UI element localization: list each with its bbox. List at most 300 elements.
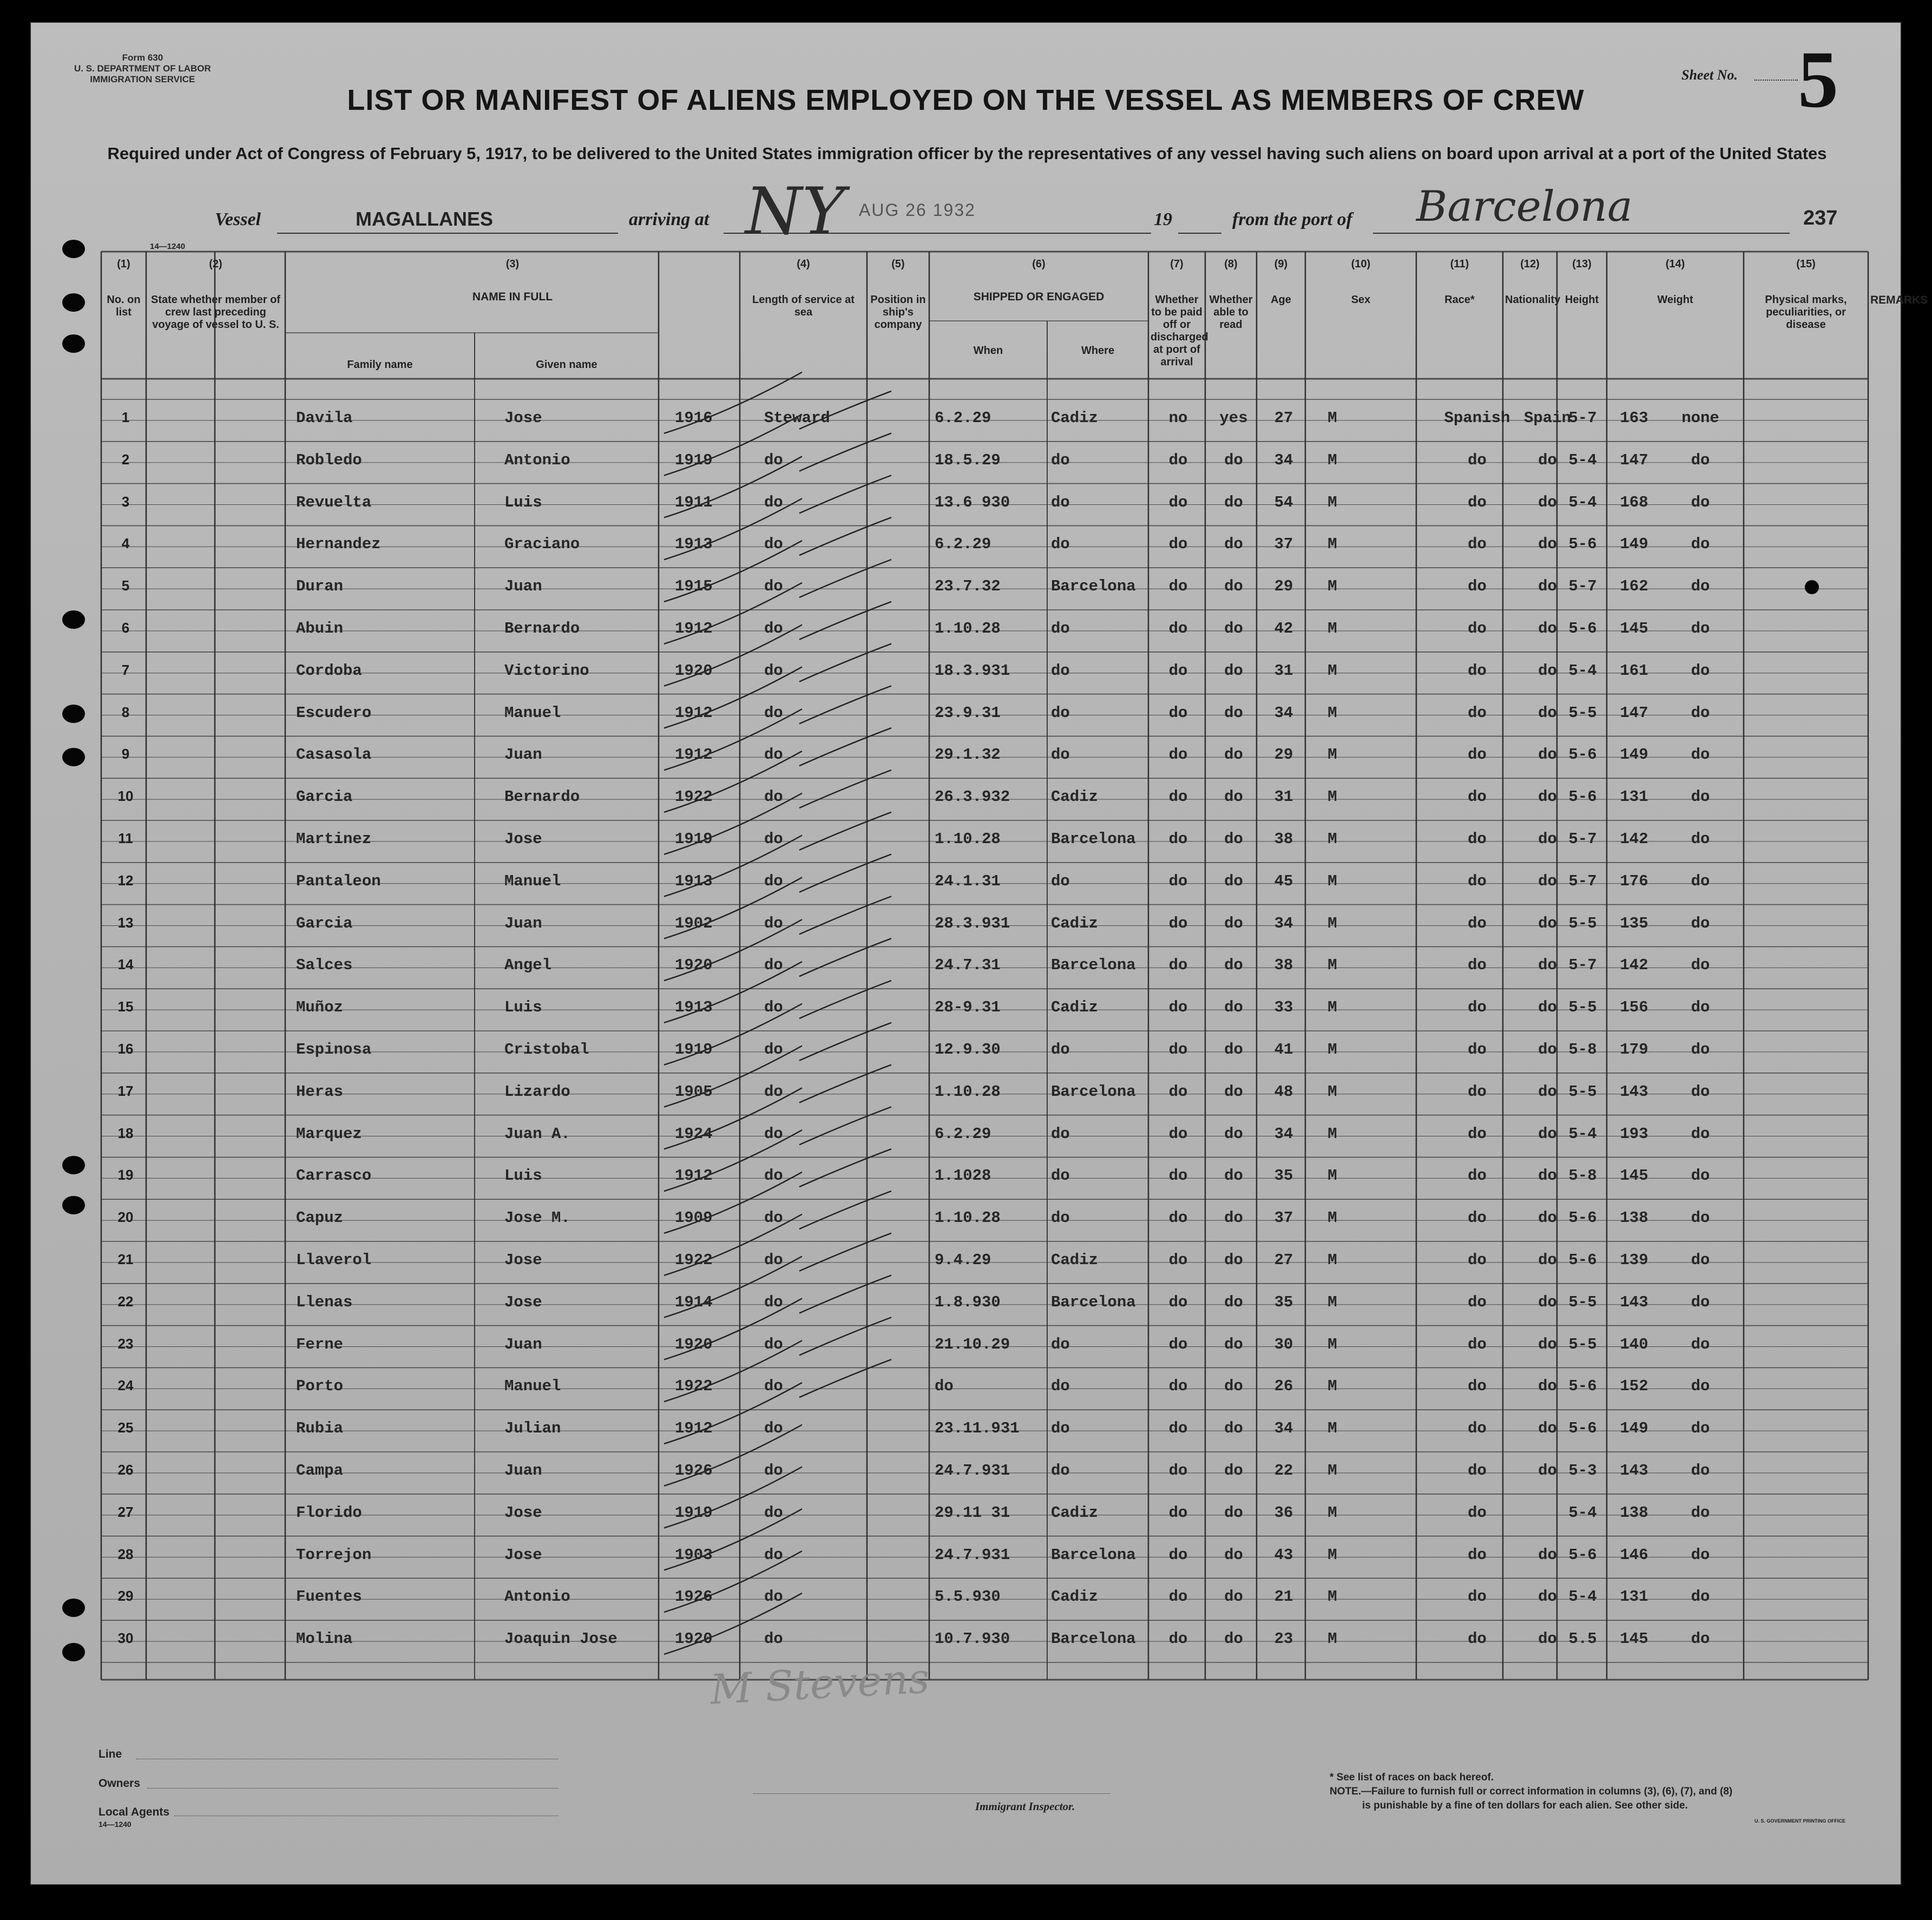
row-cell: do: [1168, 577, 1188, 596]
row-cell: 26.3.932: [935, 788, 1010, 806]
column-header-c9: Age: [1271, 294, 1291, 306]
row-cell: 5-7: [1568, 956, 1597, 975]
column-header-c13: Height: [1565, 294, 1599, 306]
row-cell: do: [764, 1082, 783, 1101]
row-cell: 31: [1274, 661, 1293, 680]
binder-hole: [62, 334, 85, 353]
row-cell: Escudero: [296, 703, 372, 722]
row-cell: 179: [1620, 1041, 1648, 1058]
row-cell: Bernardo: [504, 620, 580, 637]
row-cell: 31: [1274, 788, 1293, 806]
row-cell: 23.11.931: [935, 1419, 1020, 1438]
row-cell: 23: [1274, 1630, 1293, 1648]
row-cell: do: [1538, 746, 1557, 764]
vessel-underline: [277, 233, 618, 234]
row-cell: 5-4: [1568, 1588, 1597, 1606]
row-cell: do: [764, 788, 783, 806]
column-header-c3: NAME IN FULL: [472, 291, 553, 303]
row-cell: 156: [1620, 998, 1648, 1017]
row-cell: do: [1691, 1546, 1710, 1564]
row-cell: Muñoz: [296, 998, 344, 1017]
row-cell: 145: [1620, 1630, 1648, 1648]
row-cell: Cadiz: [1051, 409, 1099, 427]
row-cell: do: [1168, 1167, 1188, 1185]
row-cell: do: [1168, 451, 1188, 469]
column-number: (11): [1450, 258, 1469, 270]
row-number: 14: [117, 956, 134, 973]
row-cell: 5-6: [1568, 1377, 1597, 1396]
row-cell: 1.1028: [935, 1167, 991, 1185]
row-cell: M: [1328, 577, 1337, 596]
row-cell: do: [1468, 1335, 1487, 1353]
row-number: 30: [117, 1630, 134, 1647]
row-cell: do: [764, 956, 783, 975]
row-cell: 35: [1274, 1167, 1293, 1185]
date-stamp: AUG 26 1932: [859, 200, 976, 220]
row-cell: do: [1051, 1377, 1070, 1396]
row-number: 26: [117, 1462, 134, 1478]
row-cell: do: [1051, 1041, 1070, 1058]
binder-hole: [62, 1196, 85, 1214]
row-number: 12: [117, 872, 134, 889]
row-cell: 5-5: [1568, 998, 1597, 1017]
binder-hole: [62, 1156, 85, 1174]
row-cell: do: [1691, 661, 1710, 680]
row-number: 28: [117, 1546, 134, 1562]
row-cell: do: [1468, 1251, 1487, 1269]
row-cell: do: [1468, 788, 1487, 806]
manifest-subtitle: Required under Act of Congress of February 5, 1917, to be delivered to the United States immigration officer by the representatives of any vessel having such aliens on board upon arrival at a port of the United States: [107, 144, 1827, 163]
row-cell: do: [1224, 451, 1243, 469]
row-cell: 5-6: [1568, 1251, 1597, 1269]
row-cell: Cordoba: [296, 661, 362, 680]
row-cell: 5-8: [1568, 1167, 1597, 1185]
row-cell: do: [1051, 620, 1070, 637]
row-cell: 1.10.28: [935, 620, 1001, 637]
row-cell: 1912: [675, 703, 713, 722]
row-cell: do: [1224, 493, 1243, 511]
row-cell: do: [764, 1041, 783, 1058]
row-cell: do: [1051, 703, 1070, 722]
row-cell: 145: [1620, 620, 1648, 637]
footer-line-label: Line: [98, 1748, 122, 1760]
row-cell: 162: [1620, 577, 1648, 596]
row-cell: do: [764, 620, 783, 637]
row-cell: 145: [1620, 1167, 1648, 1185]
year-prefix: 19: [1154, 209, 1172, 229]
row-cell: do: [1538, 535, 1557, 554]
column-header-c10: Sex: [1351, 294, 1371, 306]
row-cell: 1926: [675, 1588, 713, 1606]
row-cell: 1912: [675, 1419, 713, 1438]
binder-hole: [62, 293, 85, 312]
row-cell: Barcelona: [1051, 830, 1136, 848]
row-cell: 193: [1620, 1125, 1648, 1143]
row-cell: do: [1168, 1546, 1188, 1564]
row-cell: do: [1468, 1167, 1487, 1185]
row-cell: 1.8.930: [935, 1293, 1001, 1311]
sheet-number: 5: [1798, 35, 1838, 124]
row-cell: M: [1328, 451, 1337, 469]
row-cell: do: [764, 1251, 783, 1269]
sheet-line: [1754, 80, 1798, 81]
row-number: 19: [117, 1167, 134, 1183]
footer-agents-label: Local Agents: [98, 1806, 170, 1818]
row-cell: 30: [1274, 1335, 1293, 1353]
row-cell: do: [1224, 1588, 1243, 1606]
row-cell: 5-6: [1568, 1546, 1597, 1564]
row-cell: do: [1168, 620, 1188, 637]
row-cell: 1913: [675, 872, 713, 890]
row-cell: 24.7.31: [935, 956, 1001, 975]
column-header-c7: Whether to be paid off or discharged at port of arrival: [1151, 294, 1208, 368]
row-cell: do: [1691, 493, 1710, 511]
row-cell: Julian: [504, 1419, 561, 1438]
row-cell: do: [1468, 703, 1487, 722]
row-cell: 18.5.29: [935, 451, 1001, 469]
row-cell: 1913: [675, 998, 713, 1017]
row-number: 23: [117, 1335, 134, 1352]
row-number: 21: [117, 1251, 134, 1267]
row-cell: M: [1328, 1588, 1337, 1606]
row-cell: do: [1691, 914, 1710, 932]
column-header-c16: REMARKS: [1870, 294, 1928, 306]
row-cell: Bernardo: [504, 788, 580, 806]
row-cell: do: [764, 1546, 783, 1564]
row-cell: M: [1328, 1419, 1337, 1438]
row-cell: 1909: [675, 1209, 713, 1227]
row-cell: do: [1224, 914, 1243, 932]
row-cell: do: [1468, 1041, 1487, 1058]
column-header-c14: Weight: [1657, 294, 1693, 306]
row-cell: 34: [1274, 914, 1293, 932]
row-cell: Antonio: [504, 1588, 570, 1606]
row-cell: do: [1168, 1630, 1188, 1648]
row-cell: 29.1.32: [935, 746, 1001, 764]
row-cell: 143: [1620, 1462, 1648, 1480]
row-cell: Jose M.: [504, 1209, 570, 1227]
row-cell: do: [764, 493, 783, 511]
row-cell: 43: [1274, 1546, 1293, 1564]
row-number: 3: [121, 493, 130, 510]
row-cell: do: [1224, 746, 1243, 764]
row-cell: do: [1538, 872, 1557, 890]
row-cell: 1924: [675, 1125, 713, 1143]
row-cell: do: [1168, 703, 1188, 722]
row-cell: 29: [1274, 746, 1293, 764]
row-cell: do: [1051, 535, 1070, 554]
row-cell: do: [1168, 956, 1188, 975]
row-cell: 26: [1274, 1377, 1293, 1396]
row-cell: 1922: [675, 1251, 713, 1269]
row-cell: M: [1328, 1293, 1337, 1311]
row-cell: 1912: [675, 620, 713, 637]
row-cell: 5-6: [1568, 1209, 1597, 1227]
column-header-given: Given name: [536, 359, 597, 371]
row-cell: do: [1538, 1335, 1557, 1353]
row-cell: 142: [1620, 830, 1648, 848]
row-cell: do: [1224, 1419, 1243, 1438]
row-cell: none: [1681, 409, 1719, 427]
row-number: 25: [117, 1419, 134, 1436]
row-number: 13: [117, 914, 134, 931]
row-cell: Juan: [504, 914, 542, 932]
row-cell: 1913: [675, 535, 713, 554]
row-number: 17: [117, 1082, 134, 1099]
row-cell: 6.2.29: [935, 535, 991, 554]
row-cell: yes: [1219, 409, 1248, 427]
row-cell: Steward: [764, 409, 830, 427]
row-cell: M: [1328, 620, 1337, 637]
row-cell: 146: [1620, 1546, 1648, 1564]
row-cell: 163: [1620, 409, 1648, 427]
row-cell: do: [1168, 872, 1188, 890]
row-cell: do: [1224, 620, 1243, 637]
row-cell: Spain: [1523, 409, 1571, 427]
row-cell: 5-6: [1568, 620, 1597, 637]
row-cell: M: [1328, 1041, 1337, 1058]
row-cell: do: [1538, 830, 1557, 848]
row-cell: do: [1691, 956, 1710, 975]
row-cell: 21: [1274, 1588, 1293, 1606]
row-cell: do: [1538, 703, 1557, 722]
row-cell: Barcelona: [1051, 577, 1136, 596]
row-cell: do: [1691, 451, 1710, 469]
row-cell: Revuelta: [296, 493, 372, 511]
row-number: 16: [117, 1041, 134, 1057]
row-cell: 5-4: [1568, 1125, 1597, 1143]
row-cell: do: [1468, 493, 1487, 511]
row-cell: do: [1691, 577, 1710, 596]
row-cell: Juan: [504, 577, 542, 596]
row-cell: 1905: [675, 1082, 713, 1101]
arriving-port: NY: [745, 174, 845, 249]
row-number: 2: [121, 451, 130, 468]
row-cell: do: [1051, 1209, 1070, 1227]
row-cell: M: [1328, 746, 1337, 764]
row-cell: 38: [1274, 830, 1293, 848]
row-cell: 1902: [675, 914, 713, 932]
row-cell: M: [1328, 788, 1337, 806]
binder-hole: [62, 1643, 85, 1661]
row-cell: 33: [1274, 998, 1293, 1017]
row-cell: M: [1328, 409, 1337, 427]
row-cell: do: [1224, 1082, 1243, 1101]
row-cell: do: [1691, 1377, 1710, 1396]
row-cell: Capuz: [296, 1209, 344, 1227]
row-cell: 5-6: [1568, 1419, 1597, 1438]
row-cell: 9.4.29: [935, 1251, 991, 1269]
row-cell: Manuel: [504, 703, 561, 722]
row-cell: do: [1468, 1125, 1487, 1143]
row-cell: do: [1168, 1082, 1188, 1101]
row-cell: 5-4: [1568, 493, 1597, 511]
row-cell: Manuel: [504, 872, 561, 890]
column-header-when: When: [973, 345, 1003, 357]
row-cell: 34: [1274, 451, 1293, 469]
row-cell: 1915: [675, 577, 713, 596]
row-cell: 37: [1274, 535, 1293, 554]
column-number: (8): [1224, 258, 1238, 270]
column-header-c2: State whether member of crew last preceding voyage of vessel to U. S.: [151, 294, 280, 331]
row-cell: 176: [1620, 872, 1648, 890]
row-cell: 161: [1620, 661, 1648, 680]
row-cell: do: [1051, 451, 1070, 469]
row-cell: 142: [1620, 956, 1648, 975]
row-cell: 29.11 31: [935, 1503, 1010, 1522]
row-cell: do: [764, 1335, 783, 1353]
row-cell: Hernandez: [296, 535, 381, 554]
row-cell: Campa: [296, 1462, 344, 1480]
row-cell: Pantaleon: [296, 872, 381, 890]
row-cell: 34: [1274, 1125, 1293, 1143]
row-cell: do: [1224, 1335, 1243, 1353]
column-number: (15): [1796, 258, 1816, 270]
row-cell: do: [1468, 1462, 1487, 1480]
row-cell: do: [1224, 1167, 1243, 1185]
row-cell: do: [1224, 788, 1243, 806]
row-cell: 1912: [675, 1167, 713, 1185]
row-cell: do: [1691, 620, 1710, 637]
row-cell: 1.10.28: [935, 830, 1001, 848]
row-cell: 35: [1274, 1293, 1293, 1311]
row-cell: do: [1538, 1588, 1557, 1606]
row-cell: 5-7: [1568, 409, 1597, 427]
row-cell: do: [1538, 1209, 1557, 1227]
row-cell: Heras: [296, 1082, 344, 1101]
binder-hole: [62, 240, 85, 258]
row-cell: do: [1468, 1419, 1487, 1438]
arriving-label: arriving at: [629, 209, 709, 229]
row-cell: 5-6: [1568, 746, 1597, 764]
row-cell: Manuel: [504, 1377, 561, 1396]
sheet-code: 237: [1803, 207, 1838, 229]
row-cell: do: [1051, 1462, 1070, 1480]
row-cell: do: [1168, 1419, 1188, 1438]
row-cell: do: [1224, 1377, 1243, 1396]
row-cell: 5-5: [1568, 1293, 1597, 1311]
column-header-where: Where: [1081, 345, 1115, 357]
row-cell: do: [1168, 1335, 1188, 1353]
row-cell: 21.10.29: [935, 1335, 1010, 1353]
fine-note: NOTE.—Failure to furnish full or correct information in columns (3), (6), (7), and (8): [1330, 1786, 1733, 1797]
row-cell: Molina: [296, 1630, 353, 1648]
row-cell: do: [1691, 1041, 1710, 1058]
row-cell: M: [1328, 1335, 1337, 1353]
row-cell: 22: [1274, 1462, 1293, 1480]
column-header-c11: Race*: [1444, 294, 1475, 306]
row-cell: do: [1168, 1588, 1188, 1606]
row-cell: do: [1224, 661, 1243, 680]
row-cell: do: [1691, 1167, 1710, 1185]
row-cell: 5-5: [1568, 914, 1597, 932]
row-cell: Davila: [296, 409, 353, 427]
row-cell: do: [764, 998, 783, 1017]
row-cell: 28.3.931: [935, 914, 1010, 932]
row-cell: do: [1538, 1082, 1557, 1101]
row-cell: do: [1691, 1251, 1710, 1269]
row-cell: Barcelona: [1051, 956, 1136, 975]
row-cell: do: [1224, 1630, 1243, 1648]
row-cell: do: [1538, 998, 1557, 1017]
manifest-title: LIST OR MANIFEST OF ALIENS EMPLOYED ON THE VESSEL AS MEMBERS OF CREW: [347, 84, 1585, 116]
row-cell: Abuin: [296, 620, 344, 637]
row-cell: Jose: [504, 1293, 542, 1311]
binder-hole: [62, 705, 85, 723]
binder-hole: [62, 1599, 85, 1617]
row-cell: 1922: [675, 788, 713, 806]
row-cell: do: [1691, 998, 1710, 1017]
column-number: (13): [1572, 258, 1592, 270]
row-cell: do: [1051, 661, 1070, 680]
column-header-c4: Length of service at sea: [752, 294, 855, 318]
row-cell: do: [1051, 1335, 1070, 1353]
row-cell: Cadiz: [1051, 914, 1099, 932]
row-cell: do: [1168, 493, 1188, 511]
row-cell: Jose: [504, 830, 542, 848]
row-cell: do: [1468, 998, 1487, 1017]
from-underline: [1373, 233, 1790, 234]
row-cell: M: [1328, 1167, 1337, 1185]
footer-code: 14—1240: [98, 1820, 132, 1829]
row-cell: Luis: [504, 998, 542, 1017]
row-cell: 1920: [675, 1335, 713, 1353]
row-cell: do: [1691, 746, 1710, 764]
row-cell: do: [1468, 1209, 1487, 1227]
row-cell: Graciano: [504, 535, 580, 554]
row-cell: 29: [1274, 577, 1293, 596]
column-header-c8: Whether able to read: [1209, 294, 1253, 331]
row-cell: do: [1691, 1462, 1710, 1480]
row-cell: Porto: [296, 1377, 344, 1396]
row-cell: do: [764, 1588, 783, 1606]
row-cell: do: [1168, 788, 1188, 806]
row-cell: 5-5: [1568, 1082, 1597, 1101]
row-cell: do: [1691, 1419, 1710, 1438]
row-cell: do: [1051, 872, 1070, 890]
row-number: 27: [117, 1503, 134, 1520]
row-cell: 5-4: [1568, 1503, 1597, 1522]
row-cell: do: [1468, 620, 1487, 637]
row-cell: do: [1538, 788, 1557, 806]
row-cell: do: [1538, 493, 1557, 511]
row-cell: Garcia: [296, 788, 353, 806]
row-cell: do: [1168, 1041, 1188, 1058]
row-cell: do: [1168, 661, 1188, 680]
row-cell: 5-7: [1568, 577, 1597, 596]
column-number: (14): [1665, 258, 1685, 270]
inspector-label: Immigrant Inspector.: [975, 1800, 1075, 1813]
row-cell: do: [1051, 1167, 1070, 1185]
row-cell: Cadiz: [1051, 1588, 1099, 1606]
row-cell: do: [1538, 661, 1557, 680]
row-cell: 139: [1620, 1251, 1648, 1269]
row-number: 7: [121, 661, 130, 678]
row-cell: Juan A.: [504, 1125, 570, 1143]
row-cell: do: [1538, 1630, 1557, 1648]
row-cell: do: [764, 914, 783, 932]
row-cell: do: [1691, 1630, 1710, 1648]
fine-note-cont: is punishable by a fine of ten dollars for each alien. See other side.: [1362, 1800, 1688, 1811]
row-cell: M: [1328, 830, 1337, 848]
row-cell: do: [1224, 1293, 1243, 1311]
column-header-c6: SHIPPED OR ENGAGED: [973, 291, 1105, 303]
row-cell: 1920: [675, 1630, 713, 1648]
row-cell: do: [1468, 1377, 1487, 1396]
column-number: (3): [505, 258, 520, 270]
row-cell: do: [1468, 830, 1487, 848]
row-cell: do: [1691, 535, 1710, 554]
